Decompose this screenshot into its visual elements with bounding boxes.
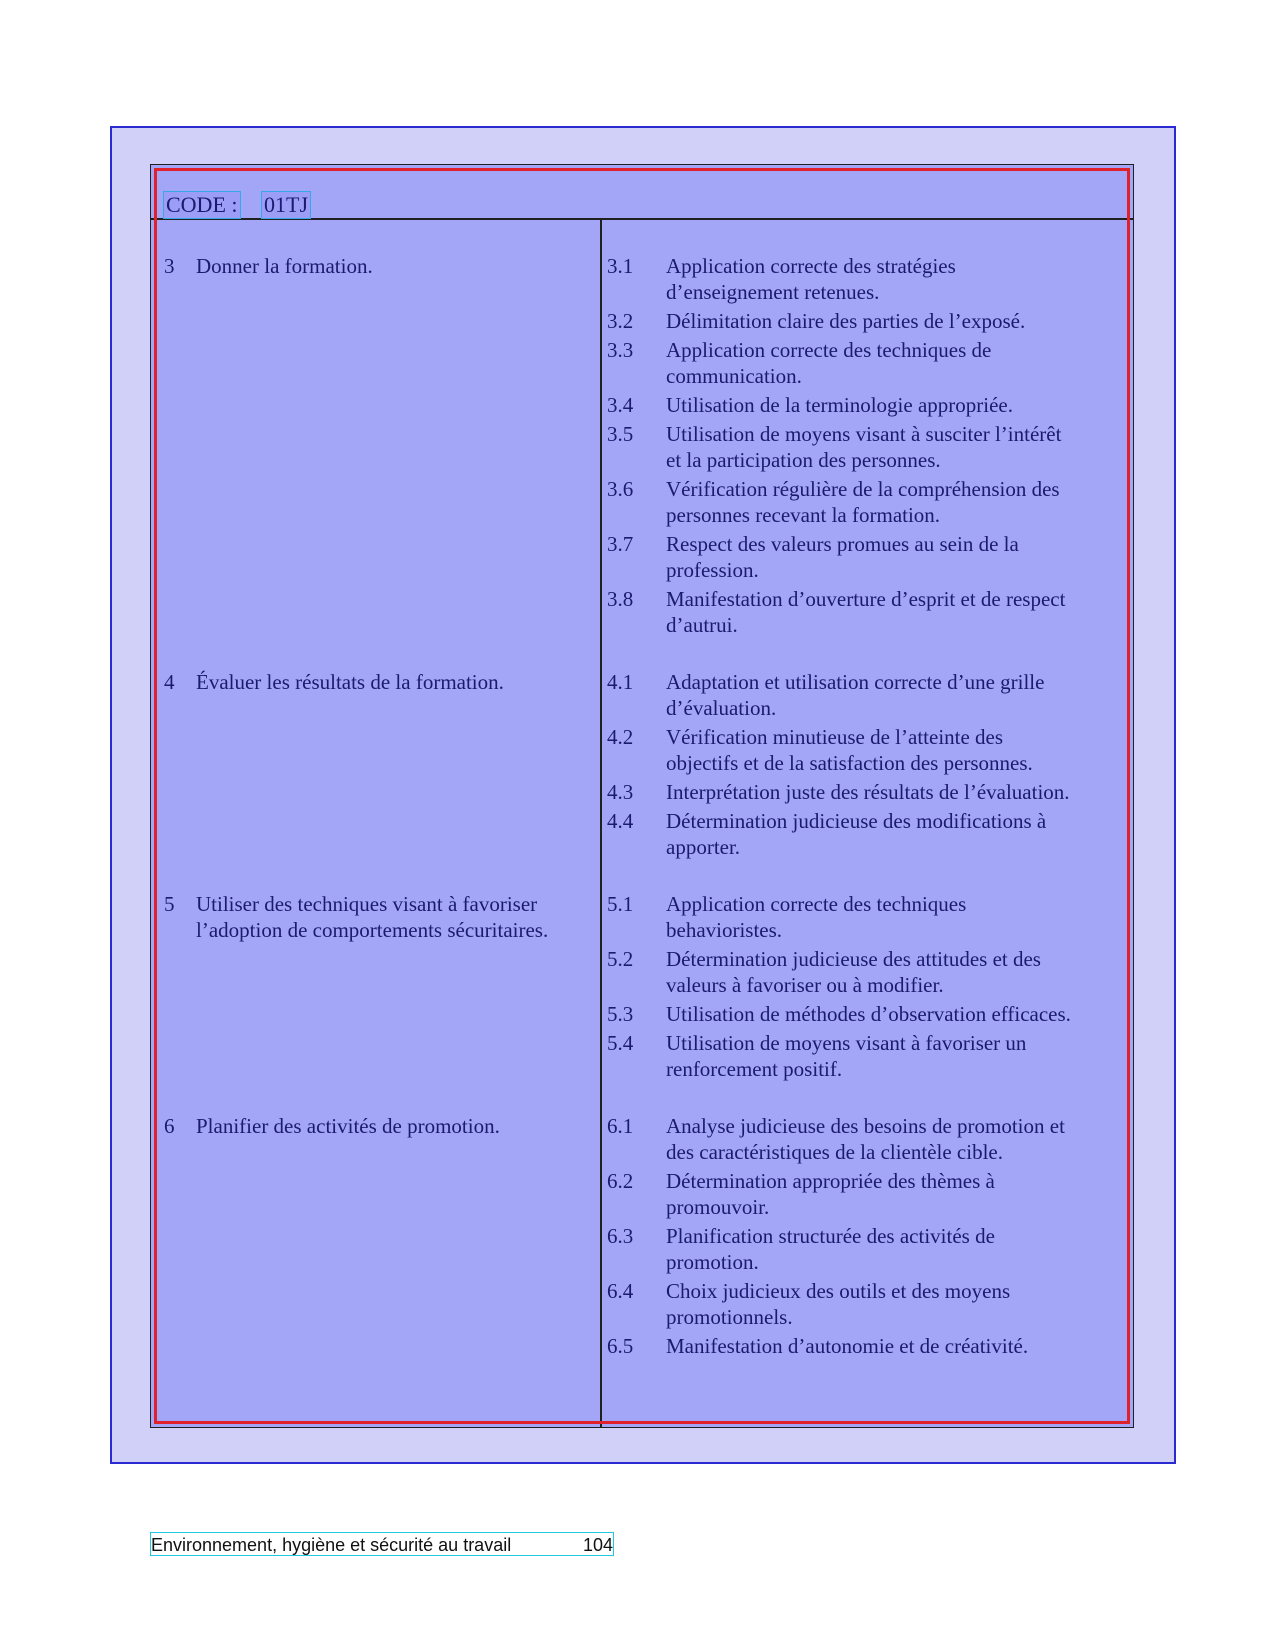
criterion-text: profession. (666, 558, 759, 582)
criterion-text: Analyse judicieuse des besoins de promotion et (666, 1114, 1065, 1138)
criterion-text: promotionnels. (666, 1305, 793, 1329)
criterion-text: Application correcte des techniques (666, 892, 967, 916)
criterion-number: 5.2 (607, 947, 634, 971)
criterion-text: apporter. (666, 835, 741, 859)
header-divider (150, 218, 1134, 220)
footer-title: Environnement, hygiène et sécurité au travail (151, 1535, 512, 1555)
criterion-text: valeurs à favoriser ou à modifier. (666, 973, 944, 997)
criterion-text: promouvoir. (666, 1195, 770, 1219)
criterion-text: Utilisation de moyens visant à susciter l’intérêt (666, 422, 1062, 446)
criterion-text: des caractéristiques de la clientèle cible. (666, 1140, 1003, 1164)
criterion-text: renforcement positif. (666, 1057, 843, 1081)
criterion-number: 3.6 (607, 477, 634, 501)
criterion-number: 6.4 (607, 1279, 634, 1303)
criterion-text: Détermination judicieuse des modifications à (666, 809, 1047, 833)
criterion-text: communication. (666, 364, 802, 388)
criterion-text: Application correcte des stratégies (666, 254, 956, 278)
code-label: CODE : (166, 192, 238, 217)
competency-number: 6 (164, 1114, 175, 1138)
criterion-text: d’autrui. (666, 613, 738, 637)
criterion-text: Utilisation de méthodes d’observation efficaces. (666, 1002, 1071, 1026)
criterion-text: et la participation des personnes. (666, 448, 941, 472)
criterion-text: Utilisation de moyens visant à favoriser un (666, 1031, 1027, 1055)
criterion-text: Délimitation claire des parties de l’exposé. (666, 309, 1026, 333)
criterion-text: d’enseignement retenues. (666, 280, 880, 304)
criterion-number: 3.2 (607, 309, 634, 333)
criterion-number: 6.3 (607, 1224, 634, 1248)
criterion-number: 3.4 (607, 393, 634, 417)
code-value: 01TJ (264, 192, 308, 217)
criterion-text: Respect des valeurs promues au sein de la (666, 532, 1019, 556)
criterion-text: Interprétation juste des résultats de l’évaluation. (666, 780, 1070, 804)
criterion-text: d’évaluation. (666, 696, 777, 720)
criterion-number: 4.3 (607, 780, 634, 804)
competency-text: Évaluer les résultats de la formation. (196, 670, 504, 694)
competency-text: l’adoption de comportements sécuritaires. (196, 918, 549, 942)
criterion-text: Détermination judicieuse des attitudes et des (666, 947, 1041, 971)
criterion-number: 3.1 (607, 254, 634, 278)
criterion-text: promotion. (666, 1250, 759, 1274)
criterion-number: 5.4 (607, 1031, 634, 1055)
criterion-text: Adaptation et utilisation correcte d’une grille (666, 670, 1045, 694)
criterion-text: personnes recevant la formation. (666, 503, 941, 527)
criterion-number: 3.7 (607, 532, 634, 556)
criterion-text: objectifs et de la satisfaction des personnes. (666, 751, 1033, 775)
criterion-number: 6.2 (607, 1169, 634, 1193)
criterion-text: Manifestation d’autonomie et de créativité. (666, 1334, 1029, 1358)
criterion-text: Vérification régulière de la compréhension des (666, 477, 1060, 501)
column-divider (600, 218, 602, 1428)
criterion-number: 6.1 (607, 1114, 634, 1138)
criterion-text: behavioristes. (666, 918, 783, 942)
criterion-text: Manifestation d’ouverture d’esprit et de respect (666, 587, 1066, 611)
criterion-number: 5.3 (607, 1002, 634, 1026)
competency-text: Planifier des activités de promotion. (196, 1114, 500, 1138)
competency-number: 4 (164, 670, 175, 694)
page-footer (150, 1532, 614, 1556)
criterion-text: Planification structurée des activités de (666, 1224, 995, 1248)
competency-number: 3 (164, 254, 175, 278)
competency-text: Donner la formation. (196, 254, 373, 278)
criterion-number: 4.1 (607, 670, 634, 694)
page-number: 104 (583, 1535, 614, 1555)
criterion-text: Choix judicieux des outils et des moyens (666, 1279, 1011, 1303)
competency-text: Utiliser des techniques visant à favoriser (196, 892, 538, 916)
criterion-number: 3.5 (607, 422, 634, 446)
criterion-number: 6.5 (607, 1334, 634, 1358)
criterion-text: Détermination appropriée des thèmes à (666, 1169, 995, 1193)
criterion-number: 3.3 (607, 338, 634, 362)
criterion-text: Application correcte des techniques de (666, 338, 992, 362)
criterion-number: 4.4 (607, 809, 634, 833)
criterion-text: Utilisation de la terminologie appropriée. (666, 393, 1013, 417)
criterion-number: 3.8 (607, 587, 634, 611)
criterion-text: Vérification minutieuse de l’atteinte des (666, 725, 1004, 749)
criterion-number: 5.1 (607, 892, 634, 916)
competency-number: 5 (164, 892, 175, 916)
criterion-number: 4.2 (607, 725, 634, 749)
